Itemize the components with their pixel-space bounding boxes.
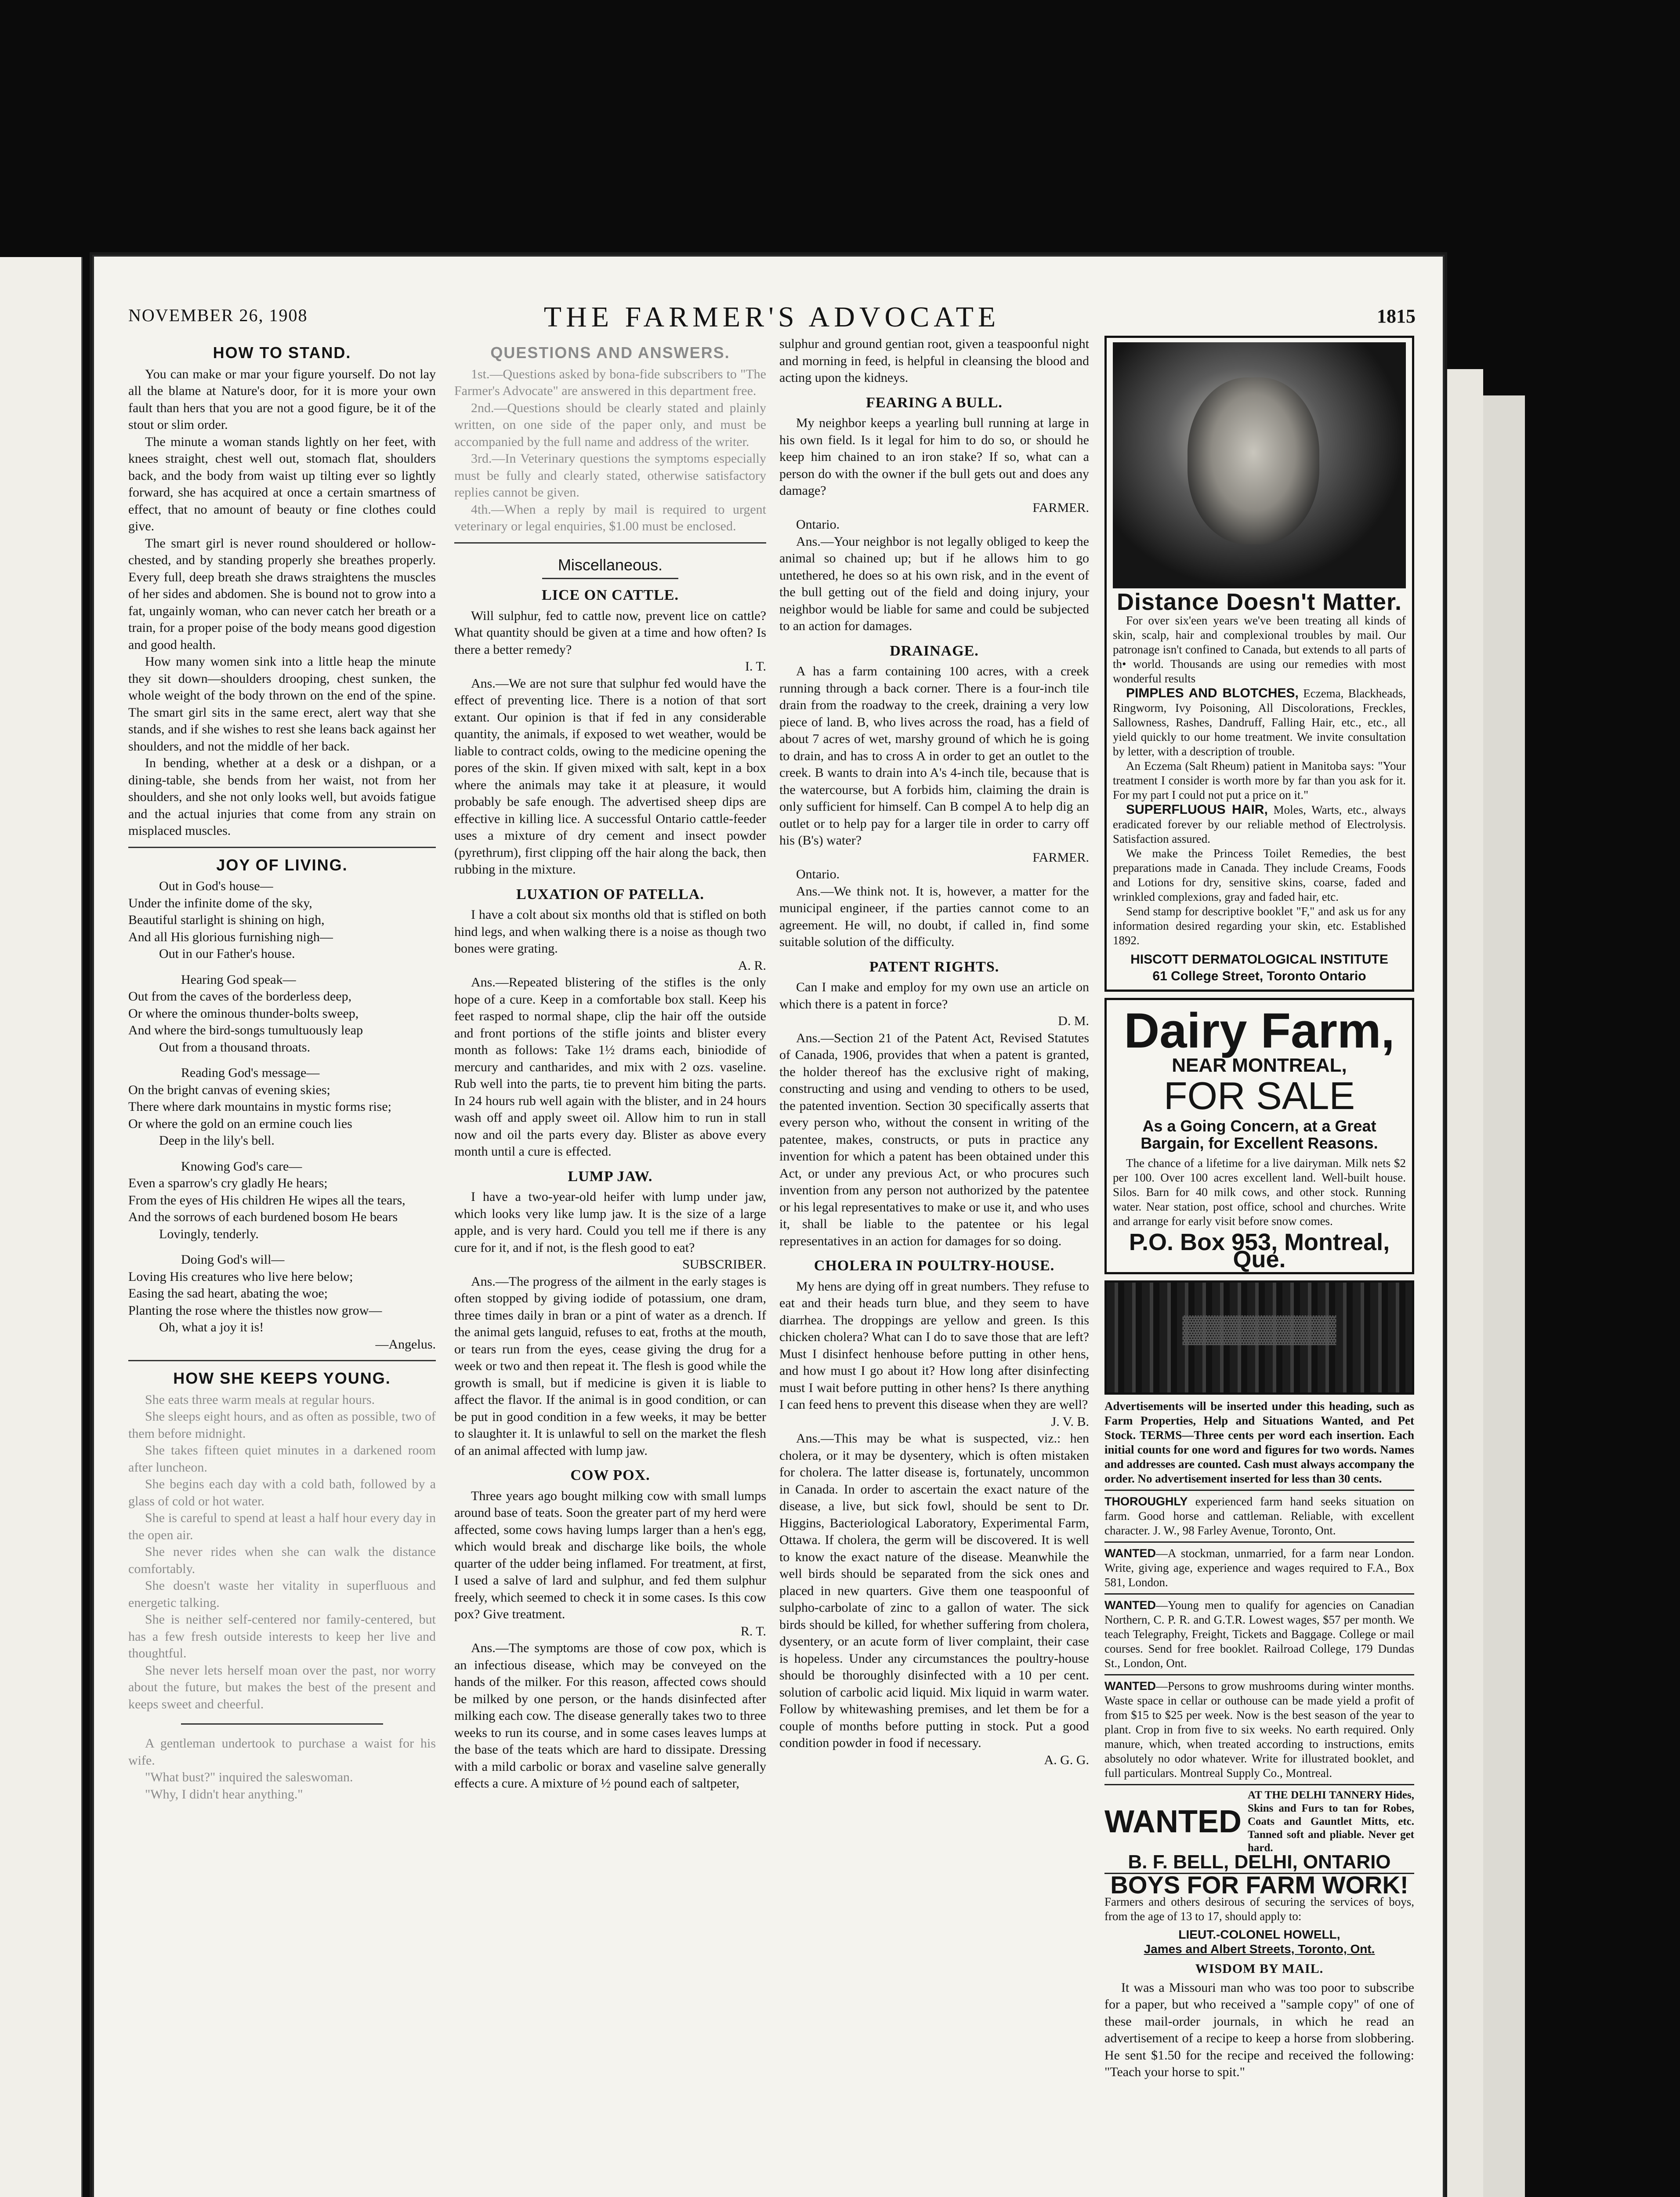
paragraph: You can make or mar your figure yourself. Do not lay all the blame at Nature's door, for it is more your own fault than hers that you are not a good figure, be it of the stout or slim order. <box>128 366 436 432</box>
classified-lead: THOROUGHLY <box>1104 1495 1188 1508</box>
signature: FARMER. <box>1032 850 1089 865</box>
question: Will sulphur, fed to cattle now, prevent lice on cattle? What quantity should be given at a time and how often? Is there a better remedy? <box>454 608 766 657</box>
section-heading: Miscellaneous. <box>558 555 663 574</box>
poem-line: Doing God's will— <box>181 1252 285 1267</box>
ad-tagline: Bargain, for Excellent Reasons. <box>1141 1134 1378 1152</box>
poem-line: And where the bird-songs tumultuously leap <box>128 1023 363 1037</box>
divider <box>1104 1541 1414 1543</box>
answer: Ans.—We think not. It is, however, a matter for the municipal engineer, if the parties cannot come to an agreement. He will, no doubt, if called in, find some suitable solution of the difficulty. <box>779 884 1089 949</box>
ad-for-sale: FOR SALE <box>1163 1074 1355 1117</box>
poem-line: From the eyes of His children He wipes all the tears, <box>128 1193 406 1207</box>
ad-subheadline: NEAR MONTREAL, <box>1172 1054 1347 1076</box>
column-3 <box>779 336 1089 1769</box>
ad-body <box>1113 1156 1406 1229</box>
question: Can I make and employ for my own use an article on which there is a patent in force? <box>779 980 1089 1011</box>
question: My hens are dying off in great numbers. They refuse to eat and their heads turn blue, and they seem to have diarrhea. The droppings are yellow and green. Is this chicken cholera? What can I do to save those that are left? Must I disinfect henhouse before putting in other hens, and how must I go about it? How long after disinfecting must I wait before putting in other hens? Is there anything I can feed hens to prevent this disease when they are well? <box>779 1279 1089 1412</box>
poem-line: Out in God's house— <box>159 879 273 893</box>
paragraph: She never rides when she can walk the distance comfortably. <box>128 1544 436 1576</box>
poem <box>128 878 436 1353</box>
column-1 <box>128 336 436 1803</box>
portrait-face <box>1188 377 1319 544</box>
boys-address: James and Albert Streets, Toronto, Ont. <box>1144 1942 1375 1956</box>
poem-line: Or where the gold on an ermine couch lies <box>128 1116 352 1131</box>
poem-line: Out from a thousand throats. <box>159 1040 311 1055</box>
classified-text: —A stockman, unmarried, for a farm near London. Write, giving age, experience and wages required to F.A., Box 581, London. <box>1104 1547 1414 1589</box>
paragraph: She begins each day with a cold bath, followed by a glass of cold or hot water. <box>128 1477 436 1508</box>
ad-paragraph: We make the Princess Toilet Remedies, the best preparations made in Canada. They include Creams, Foods and Lotions for dry, sensitive skins, coarse, faded and wrinkled complexions, gray and faded hair, etc. <box>1113 846 1406 903</box>
paragraph: She takes fifteen quiet minutes in a darkened room after luncheon. <box>128 1443 436 1475</box>
poem-line: Loving His creatures who live here below; <box>128 1269 353 1284</box>
paragraph: She is careful to spend at least a half hour every day in the open air. <box>128 1511 436 1542</box>
boys-heading: BOYS FOR FARM WORK! <box>1110 1871 1408 1899</box>
place: Ontario. <box>796 867 840 881</box>
divider <box>1104 1593 1414 1595</box>
classified-lead: WANTED <box>1104 1547 1156 1560</box>
poem-gap <box>128 1149 436 1158</box>
classified-lead: WANTED <box>1104 1599 1156 1612</box>
column-2 <box>454 336 766 1792</box>
question-title: PATENT RIGHTS. <box>869 958 999 975</box>
ad-address: 61 College Street, Toronto Ontario <box>1152 969 1366 983</box>
signature: A. G. G. <box>1044 1752 1089 1767</box>
dermatology-ad <box>1104 336 1414 992</box>
boys-text: Farmers and others desirous of securing the services of boys, from the age of 13 to 17, should apply to: <box>1104 1895 1414 1923</box>
question: I have a colt about six months old that is stifled on both hind legs, and when walking there is a noise as though two bones were grating. <box>454 907 766 956</box>
signature: R. T. <box>740 1624 766 1639</box>
ad-subhead: PIMPLES AND BLOTCHES, <box>1126 685 1299 700</box>
paragraph: How many women sink into a little heap the minute they sit down—shoulders drooping, chest sunken, the whole weight of the body thrown on the end of the spine. The smart girl sits in the same erect, alert way that she stands, and if she wishes to rest she leans back against her shoulders, and not the middle of her back. <box>128 654 436 754</box>
paragraph: In bending, whether at a desk or a dishpan, or a dining-table, she bends from her waist, not from her shoulders, and she not only looks well, but avoids fatigue and the actual injuries that come from any strain on misplaced muscles. <box>128 756 436 838</box>
classified-text: —Persons to grow mushrooms during winter months. Waste space in cellar or outhouse can be made yield a profit of from $15 to $25 per week. Now is the best season of the year to plant. Crop in from five to six weeks. No earth required. Only manure, which, when treated according to instructions, emits absolutely no odor whatever. Write for illustrated booklet, and full particulars. Montreal Supply Co., Montreal. <box>1104 1679 1414 1780</box>
poem-line: Or where the ominous thunder-bolts sweep, <box>128 1006 359 1021</box>
divider <box>1104 1674 1414 1675</box>
classified-banner <box>1104 1280 1414 1395</box>
question-title: LUXATION OF PATELLA. <box>516 886 704 903</box>
poem-line: Deep in the lily's bell. <box>159 1133 275 1148</box>
dairy-farm-ad <box>1104 998 1414 1275</box>
signature: A. R. <box>738 958 766 973</box>
paragraph: She sleeps eight hours, and as often as possible, two of them before midnight. <box>128 1409 436 1441</box>
question: I have a two-year-old heifer with lump under jaw, which looks very like lump jaw. It is the size of a large apple, and is very hard. Could you tell me if there is any cure for it, and if not, is the flesh good to eat? <box>454 1189 766 1255</box>
signature: FARMER. <box>1032 500 1089 515</box>
wanted-heading: WANTED <box>1104 1804 1242 1839</box>
poem-signature: —Angelus. <box>375 1337 436 1352</box>
poem-line: Lovingly, tenderly. <box>159 1226 259 1241</box>
rule-item: 2nd.—Questions should be clearly stated and plainly written, on one side of the paper only, and must be accompanied by the full name and address of the writer. <box>454 400 766 449</box>
ad-paragraph: Send stamp for descriptive booklet "F," and ask us for any information desired regarding your skin, etc. Established 1892. <box>1113 904 1406 947</box>
classified-terms: Advertisements will be inserted under this heading, such as Farm Properties, Help and Situations Wanted, and Pet Stock. TERMS—Three cents per word each insertion. Each initial counts for one word and figures for two words. Names and addresses are counted. Cash must always accompany the order. No advertisement inserted for less than 30 cents. <box>1104 1399 1414 1485</box>
issue-date: NOVEMBER 26, 1908 <box>128 305 308 325</box>
poem-line: And all His glorious furnishing nigh— <box>128 929 333 944</box>
classified-ads <box>1104 1399 1414 1956</box>
classified-text: —Young men to qualify for agencies on Canadian Northern, C. P. R. and G.T.R. Lowest wages, $57 per month. We teach Telegraphy, Freight, Tickets and Baggage. College or mail courses. Send for free booklet. Railroad College, 179 Dundas St., London, Ont. <box>1104 1599 1414 1670</box>
ad-headline: Dairy Farm, <box>1124 1003 1395 1058</box>
divider <box>128 1360 436 1361</box>
signature: D. M. <box>1058 1014 1089 1028</box>
tannery-text: AT THE DELHI TANNERY Hides, Skins and Furs to tan for Robes, Coats and Gauntlet Mitts, etc. Tanned soft and pliable. Never get hard. <box>1247 1789 1414 1854</box>
classified-lead: WANTED <box>1104 1679 1156 1693</box>
place: Ontario. <box>796 517 840 532</box>
answer: Ans.—This may be what is suspected, viz.: hen cholera, or it may be dysentery, which is often mistaken for cholera. The latter disease is, fortunately, uncommon in Canada. In order to ascertain the exact nature of the disease, a live, but sick fowl, should be sent to Dr. Higgins, Bacteriological Laboratory, Experimental Farm, Ottawa. If cholera, the germ will be discovered. It is well to know the exact nature of the disease. Meanwhile the well birds should be separated from the sick ones and placed in new quarters. Give them one teaspoonful of sulpho-carbolate of zinc to a gallon of water. The sick birds should be killed, for whether suffering from cholera, dysentery, or an acute form of liver complaint, their case is hopeless. Under any circumstances the poultry-house should be thoroughly disinfected with a 10 per cent. solution of carbolic acid liquid. Mix liquid in warm water. Follow by whitewashing premises, and let them be for a couple of months before putting in stock. Put a good condition powder in food if necessary. <box>779 1431 1089 1750</box>
answer: Ans.—Your neighbor is not legally obliged to keep the animal so chained up; but if he allows him to go untethered, he does so at his own risk, and in the event of the bull getting out of the field and doing injury, your neighbor would be liable for same and could be subjected to an action for damages. <box>779 534 1089 633</box>
poem-title: JOY OF LIVING. <box>216 856 348 874</box>
poem-line: Easing the sad heart, abating the woe; <box>128 1286 328 1301</box>
ad-paragraph: For over six'een years we've been treating all kinds of skin, scalp, hair and complexional troubles by mail. Our patronage isn't confined to Canada, but extends to all parts of th• world. Thousands are using our remedies with most wonderful results <box>1113 613 1406 685</box>
poem-line: Out in our Father's house. <box>159 946 295 961</box>
answer: Ans.—The progress of the ailment in the early stages is often stopped by giving iodide of potassium, one dram, three times daily in bran or a pint of water as a drench. If the animal gets languid, refuses to eat, froths at the mouth, or tears run from the eyes, cease giving the drug for a week or two and then repeat it. The flesh is good while the growth is small, but if medicine is given it is liable to affect the flavor. If the animal is in good condition, or can be put in good condition in a few weeks, it may be better to slaughter it. It is unlawful to sell on the market the flesh of an animal affected with lump jaw. <box>454 1274 766 1458</box>
divider <box>454 542 766 544</box>
poem-gap <box>128 963 436 972</box>
question-title: COW POX. <box>570 1467 650 1483</box>
divider <box>1104 1784 1414 1785</box>
paragraph: She is neither self-centered nor family-centered, but has a few fresh outside interests to keep her live and thoughtful. <box>128 1612 436 1660</box>
tannery-ad <box>1104 1789 1414 1855</box>
poem-line: Beautiful starlight is shining on high, <box>128 913 325 927</box>
question-title: LICE ON CATTLE. <box>542 587 679 603</box>
classified-item <box>1104 1598 1414 1671</box>
ad-paragraph: An Eczema (Salt Rheum) patient in Manitoba says: "Your treatment I consider is worth more by far than you ask for it. For my part I could not put a price on it." <box>1113 759 1406 801</box>
page-number: 1815 <box>1377 305 1416 327</box>
paragraph: She doesn't waste her vitality in superfluous and energetic talking. <box>128 1578 436 1610</box>
poem-line: There where dark mountains in mystic forms rise; <box>128 1099 392 1114</box>
question: Three years ago bought milking cow with small lumps around base of teats. Soon the greater part of my herd were affected, some cows having lumps larger than a hen's egg, which would break and discharge like boils, the whole quarter of the udder being inflamed. For treatment, at first, I used a salve of lard and sulphur, and fed them sulphur freely, which seemed to check it in some cases. Is this cow pox? Give treatment. <box>454 1488 766 1621</box>
ad-subhead: SUPERFLUOUS HAIR, <box>1126 802 1268 817</box>
divider <box>542 578 678 579</box>
page-header <box>128 301 1416 331</box>
right-page-stack-2 <box>1483 395 1525 2197</box>
divider <box>128 847 436 848</box>
tannery-name: B. F. BELL, DELHI, ONTARIO <box>1128 1851 1391 1873</box>
ad-paragraph: Moles, Warts, etc., always eradicated forever by our reliable method of Electrolysis. Satisfaction assured. <box>1113 803 1406 845</box>
answer: Ans.—Section 21 of the Patent Act, Revised Statutes of Canada, 1906, provides that when a patent is granted, the holder thereof has the exclusive right of making, constructing and using and vending to others to be used, the patented invention. Section 30 specifically asserts that every person who, without the consent in writing of the patentee, makes, constructs, or puts in practice any invention for which a patent has been obtained under this Act, or under any previous Act, or who procures such invention from any person not authorized by the patentee or his legal representatives to make or use it, and who uses it, shall be liable to the patentee or his legal representatives in an action for damages for so doing. <box>779 1030 1089 1248</box>
poem-line: Knowing God's care— <box>181 1159 302 1174</box>
poem-gap <box>128 1243 436 1251</box>
adjacent-page-edge <box>0 257 83 2197</box>
paragraph: The smart girl is never round shouldered or hollow-chested, and by standing properly she breathes properly. Every full, deep breath she draws straightens the muscles of her sides and abdomen. She is bound not to grow into a fat, ungainly woman, who can never catch her breath or a train, for a proper poise of the body means good digestion and good health. <box>128 536 436 652</box>
classified-item <box>1104 1679 1414 1780</box>
poem-line: Under the infinite dome of the sky, <box>128 895 312 910</box>
article-title: WISDOM BY MAIL. <box>1195 1961 1324 1976</box>
masthead: THE FARMER'S ADVOCATE <box>543 301 1000 333</box>
paragraph: The minute a woman stands lightly on her feet, with knees straight, chest well out, stomach flat, shoulders back, and the body from waist up tilting ever so lightly forward, she has acquired at once a certain smartness of effect, that no amount of beauty or fine clothes could give. <box>128 434 436 533</box>
poem-line: Even a sparrow's cry gladly He hears; <box>128 1176 328 1190</box>
paragraph: She never lets herself moan over the past, nor worry about the future, but makes the best of the present and keeps sweet and cheerful. <box>128 1663 436 1711</box>
question-title: CHOLERA IN POULTRY-HOUSE. <box>814 1258 1055 1274</box>
poem-line: Reading God's message— <box>181 1066 320 1080</box>
signature: J. V. B. <box>1051 1414 1089 1429</box>
answer: Ans.—Repeated blistering of the stifles is the only hope of a cure. Keep in a comfortable box stall. Keep his feet rasped to normal shape, clip the hair off the outside and front portions of the stifle joints and blister every month as follows: Take 1½ drams each, biniodide of mercury and cantharides, and mix with 2 ozs. vaseline. Rub well into the parts, tie to prevent him biting the parts. In 24 hours rub well again with the blister, and in 24 hours wash off and apply sweet oil. Allow him to run in stall now and oil the parts every day. Blister as above every month until a cure is effected. <box>454 975 766 1159</box>
paragraph: "Why, I didn't hear anything." <box>145 1787 303 1802</box>
poem-line: And the sorrows of each burdened bosom He bears <box>128 1210 398 1224</box>
poem-line: Planting the rose where the thistles now grow— <box>128 1303 382 1318</box>
rule-item: 4th.—When a reply by mail is required to urgent veterinary or legal enquiries, $1.00 must be enclosed. <box>454 502 766 533</box>
ad-contact: P.O. Box 953, Montreal, Que. <box>1129 1229 1390 1273</box>
poem-gap <box>128 1056 436 1065</box>
article-title: HOW SHE KEEPS YOUNG. <box>173 1369 391 1387</box>
poem-line: Out from the caves of the borderless deep, <box>128 989 352 1004</box>
poem-line: Hearing God speak— <box>181 972 296 987</box>
question: A has a farm containing 100 acres, with a creek running through a back corner. There is a four-inch tile drain from the roadway to the creek, draining a very low piece of land. B, who lives across the road, has a field of about 7 acres of wet, marshy ground of which he is going to drain, and has to cross A in order to get an outlet to the creek. B wants to drain into A's 4-inch tile, because that is the watercourse, but A forbids him, claiming the drain is only sufficient for himself. Can B compel A to help dig an outlet or to help pay for a larger tile in order to carry off his (B's) water? <box>779 664 1089 848</box>
paragraph: "What bust?" inquired the saleswoman. <box>145 1770 353 1784</box>
article-title: HOW TO STAND. <box>213 344 351 362</box>
ad-body <box>1113 613 1406 948</box>
rule-item: 1st.—Questions asked by bona-fide subscribers to "The Farmer's Advocate" are answered in this department free. <box>454 366 766 398</box>
ad-tagline: As a Going Concern, at a Great <box>1142 1117 1376 1135</box>
faded-article <box>128 1392 436 1803</box>
right-page-stack <box>1443 369 1483 2197</box>
divider <box>1104 1490 1414 1491</box>
classified-text: experienced farm hand seeks situation on farm. Good horse and cattleman. Reliable, with excellent character. J. W., 98 Farley Avenue, Toronto, Ont. <box>1104 1495 1415 1537</box>
portrait-photo <box>1113 342 1406 588</box>
column-4-ads <box>1104 336 1414 2081</box>
question-title: LUMP JAW. <box>568 1168 653 1185</box>
ad-advertiser: HISCOTT DERMATOLOGICAL INSTITUTE <box>1130 952 1388 967</box>
question-title: DRAINAGE. <box>890 642 979 659</box>
banner-glyph: ▓▓▓▓▓▓▓▓ <box>1182 1313 1336 1343</box>
classified-item <box>1104 1546 1414 1590</box>
paragraph: It was a Missouri man who was too poor to subscribe for a paper, but who received a "sample copy" of one of these mail-order journals, in which he read an advertisement of a recipe to keep a horse from slobbering. He sent $1.50 for the recipe and received the following: "Teach your horse to spit." <box>1104 1980 1414 2079</box>
section-title: QUESTIONS AND ANSWERS. <box>490 344 730 362</box>
poem-line: Oh, what a joy it is! <box>159 1320 264 1334</box>
divider <box>181 1723 383 1725</box>
rule-item: 3rd.—In Veterinary questions the symptoms especially must be fully and clearly stated, otherwise satisfactory replies cannot be given. <box>454 451 766 500</box>
signature: SUBSCRIBER. <box>682 1257 766 1272</box>
answer: Ans.—The symptoms are those of cow pox, which is an infectious disease, which may be conveyed on the hands of the milker. For this reason, affected cows should be milked by one person, or the hands disinfected after milking each cow. The disease generally takes two to three weeks to run its course, and in some cases leaves lumps at the base of the teats which are hard to dissipate. Dressing with a mild carbolic or borax and vaseline salve generally effects a cure. A mixture of ½ pound each of saltpeter, <box>454 1641 766 1791</box>
ad-headline: Distance Doesn't Matter. <box>1116 589 1402 615</box>
newspaper-page <box>92 255 1445 2197</box>
ad-paragraph: The chance of a lifetime for a live dairyman. Milk nets $2 per 100. Over 100 acres excellent land. Well-built house. Silos. Barn for 40 milk cows, and other stock. Running water. Near station, post office, school and churches. Write and arrange for early visit before snow comes. <box>1113 1157 1406 1228</box>
answer: Ans.—We are not sure that sulphur fed would have the effect of preventing lice. There is a notion of that sort extant. Our opinion is that if fed in any considerable quantity, the animals, if exposed to wet weather, would be liable to contract colds, owing to the medicine opening the pores of the skin. If given mixed with salt, kept in a box where the animals may take it at pleasure, it would probably be safe enough. The advertised sheep dips are effective in killing lice. A successful Ontario cattle-feeder uses a mixture of dry cement and insect powder (pyrethrum), first clipping off the hair along the back, then rubbing in the mixture. <box>454 676 766 877</box>
poem-line: On the bright canvas of evening skies; <box>128 1082 330 1097</box>
qa-rules <box>454 366 766 535</box>
paragraph: A gentleman undertook to purchase a waist for his wife. <box>128 1736 436 1768</box>
boys-contact: LIEUT.-COLONEL HOWELL, <box>1178 1928 1340 1941</box>
signature: I. T. <box>745 659 766 674</box>
paragraph: sulphur and ground gentian root, given a teaspoonful night and morning in feed, is helpful in cleansing the blood and acting upon the kidneys. <box>779 337 1089 385</box>
paragraph: She eats three warm meals at regular hours. <box>145 1392 375 1407</box>
ad-paragraph: Eczema, Blackheads, Ringworm, Ivy Poisoning, All Discolorations, Freckles, Sallowness, Rashes, Dandruff, Falling Hair, etc., etc., all yield quickly to our home treatment. We invite consultation by letter, with a description of trouble. <box>1113 686 1406 758</box>
question-title: FEARING A BULL. <box>866 394 1003 411</box>
classified-item <box>1104 1494 1414 1538</box>
question: My neighbor keeps a yearling bull running at large in his own field. Is it legal for him to do so, or should he keep him chained to an iron stake? If so, what can a person do with the owner if the bull gets out and does any damage? <box>779 416 1089 498</box>
